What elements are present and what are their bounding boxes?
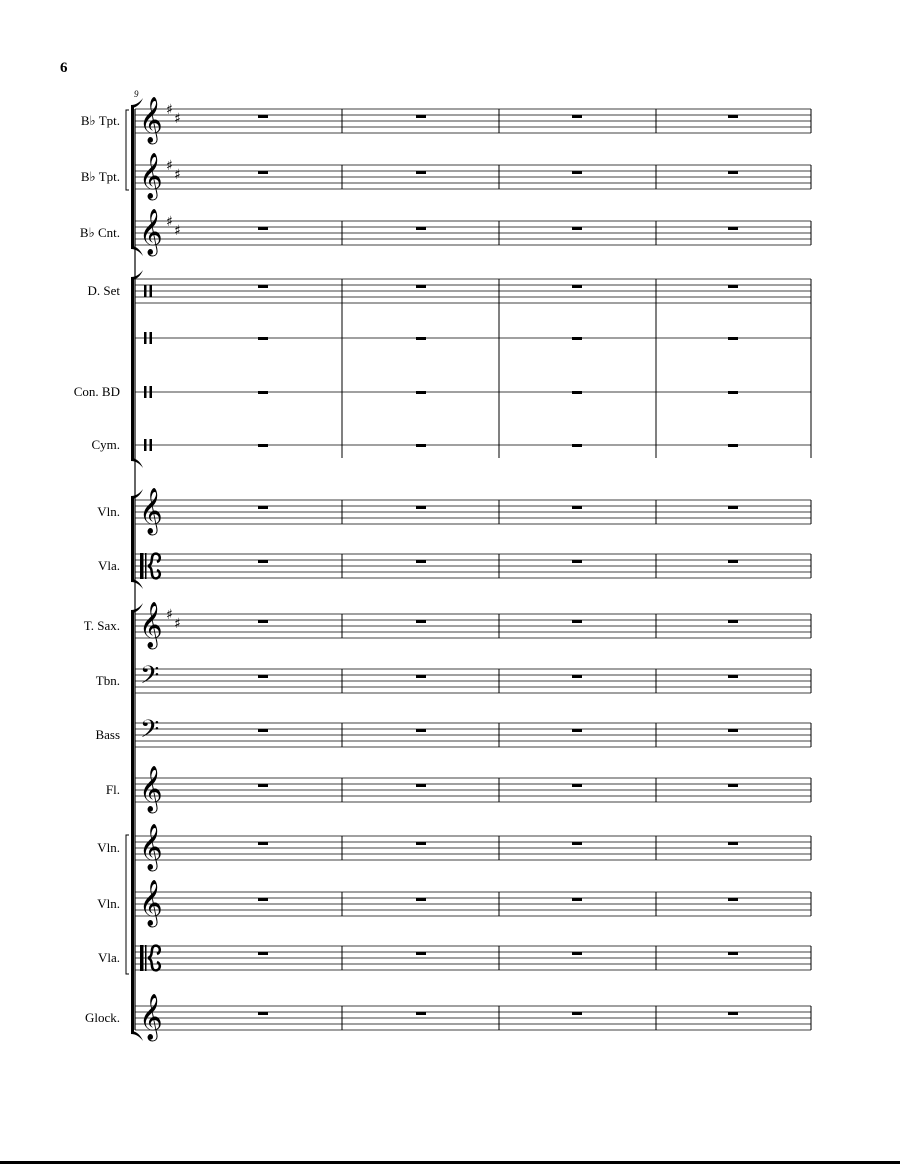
whole-rest bbox=[728, 444, 738, 447]
percussion-clef-bar bbox=[150, 285, 153, 297]
treble-clef-icon: 𝄞 bbox=[139, 766, 163, 812]
whole-rest bbox=[416, 227, 426, 230]
alto-clef-bar bbox=[145, 553, 147, 579]
whole-rest bbox=[416, 560, 426, 563]
instrument-label: Vln. bbox=[97, 504, 120, 519]
whole-rest bbox=[728, 1012, 738, 1015]
treble-clef-icon: 𝄞 bbox=[139, 880, 163, 926]
whole-rest bbox=[416, 285, 426, 288]
whole-rest bbox=[572, 115, 582, 118]
system-bracket bbox=[131, 270, 143, 468]
percussion-clef-bar bbox=[150, 439, 153, 451]
whole-rest bbox=[258, 444, 268, 447]
bracket-hook bbox=[131, 458, 143, 468]
whole-rest bbox=[572, 391, 582, 394]
treble-clef-icon: 𝄞 bbox=[139, 824, 163, 870]
whole-rest bbox=[258, 391, 268, 394]
whole-rest bbox=[728, 898, 738, 901]
treble-clef-icon: 𝄞 bbox=[139, 97, 163, 143]
whole-rest bbox=[572, 842, 582, 845]
whole-rest bbox=[572, 1012, 582, 1015]
bracket-hook bbox=[131, 270, 143, 280]
staff-4 bbox=[88, 279, 812, 303]
whole-rest bbox=[258, 898, 268, 901]
whole-rest bbox=[416, 952, 426, 955]
whole-rest bbox=[258, 620, 268, 623]
whole-rest bbox=[728, 784, 738, 787]
instrument-label: B♭ Tpt. bbox=[80, 169, 120, 184]
sharp-icon: ♯ bbox=[174, 111, 181, 127]
whole-rest bbox=[258, 729, 268, 732]
whole-rest bbox=[572, 444, 582, 447]
staff-14 bbox=[97, 824, 811, 872]
whole-rest bbox=[728, 560, 738, 563]
whole-rest bbox=[728, 842, 738, 845]
whole-rest bbox=[572, 560, 582, 563]
percussion-clef-bar bbox=[150, 386, 153, 398]
instrument-label: Vln. bbox=[97, 896, 120, 911]
sharp-icon: ♯ bbox=[166, 158, 173, 174]
percussion-clef-bar bbox=[144, 332, 147, 344]
treble-clef-icon: 𝄞 bbox=[139, 488, 163, 534]
treble-clef-icon: 𝄞 bbox=[139, 602, 163, 648]
whole-rest bbox=[416, 620, 426, 623]
whole-rest bbox=[416, 675, 426, 678]
sharp-icon: ♯ bbox=[166, 102, 173, 118]
whole-rest bbox=[258, 560, 268, 563]
instrument-label: Vln. bbox=[97, 840, 120, 855]
instrument-label: D. Set bbox=[87, 283, 120, 298]
sharp-icon: ♯ bbox=[174, 616, 181, 632]
whole-rest bbox=[416, 784, 426, 787]
whole-rest bbox=[728, 115, 738, 118]
group-brace bbox=[126, 835, 129, 974]
whole-rest bbox=[572, 227, 582, 230]
whole-rest bbox=[258, 171, 268, 174]
whole-rest bbox=[728, 506, 738, 509]
staff-12 bbox=[95, 715, 811, 750]
alto-clef-bar bbox=[140, 945, 144, 971]
whole-rest bbox=[728, 620, 738, 623]
whole-rest bbox=[416, 391, 426, 394]
instrument-label: T. Sax. bbox=[83, 618, 120, 633]
whole-rest bbox=[258, 784, 268, 787]
whole-rest bbox=[728, 227, 738, 230]
instrument-label: Cym. bbox=[91, 437, 120, 452]
whole-rest bbox=[728, 337, 738, 340]
staff-2 bbox=[81, 153, 811, 201]
staff-8 bbox=[97, 488, 811, 536]
whole-rest bbox=[572, 675, 582, 678]
bracket-bar bbox=[131, 498, 134, 580]
staff-10 bbox=[84, 602, 811, 650]
whole-rest bbox=[258, 842, 268, 845]
whole-rest bbox=[258, 952, 268, 955]
instrument-label: Glock. bbox=[84, 1010, 120, 1025]
whole-rest bbox=[572, 506, 582, 509]
instrument-label: Tbn. bbox=[95, 673, 120, 688]
whole-rest bbox=[572, 729, 582, 732]
whole-rest bbox=[416, 506, 426, 509]
whole-rest bbox=[416, 1012, 426, 1015]
percussion-clef-bar bbox=[150, 332, 153, 344]
instrument-label: Fl. bbox=[105, 782, 120, 797]
whole-rest bbox=[416, 444, 426, 447]
bracket-hook bbox=[131, 579, 143, 589]
bass-clef-icon: 𝄢 bbox=[140, 661, 160, 696]
treble-clef-icon: 𝄞 bbox=[139, 153, 163, 199]
whole-rest bbox=[572, 952, 582, 955]
page-number: 6 bbox=[60, 60, 68, 76]
whole-rest bbox=[416, 898, 426, 901]
whole-rest bbox=[416, 729, 426, 732]
whole-rest bbox=[258, 337, 268, 340]
staff-9 bbox=[98, 553, 811, 579]
bass-clef-icon: 𝄢 bbox=[140, 715, 160, 750]
staff-1 bbox=[81, 97, 811, 145]
whole-rest bbox=[572, 171, 582, 174]
percussion-clef-bar bbox=[144, 439, 147, 451]
whole-rest bbox=[728, 391, 738, 394]
sharp-icon: ♯ bbox=[174, 223, 181, 239]
measure-number: 9 bbox=[134, 89, 139, 99]
staff-17 bbox=[85, 994, 811, 1042]
whole-rest bbox=[258, 227, 268, 230]
bracket-bar bbox=[131, 612, 134, 1032]
staff-15 bbox=[97, 880, 811, 928]
whole-rest bbox=[728, 285, 738, 288]
whole-rest bbox=[572, 337, 582, 340]
staff-6 bbox=[74, 384, 811, 399]
staff-7 bbox=[91, 437, 811, 452]
whole-rest bbox=[416, 115, 426, 118]
whole-rest bbox=[572, 784, 582, 787]
percussion-clef-bar bbox=[144, 386, 147, 398]
whole-rest bbox=[728, 171, 738, 174]
whole-rest bbox=[572, 620, 582, 623]
alto-clef-bar bbox=[145, 945, 147, 971]
whole-rest bbox=[728, 675, 738, 678]
staff-3 bbox=[80, 209, 811, 257]
whole-rest bbox=[728, 729, 738, 732]
whole-rest bbox=[258, 675, 268, 678]
whole-rest bbox=[572, 285, 582, 288]
alto-clef-bar bbox=[140, 553, 144, 579]
sharp-icon: ♯ bbox=[174, 167, 181, 183]
instrument-label: B♭ Cnt. bbox=[79, 225, 120, 240]
whole-rest bbox=[572, 898, 582, 901]
sharp-icon: ♯ bbox=[166, 607, 173, 623]
treble-clef-icon: 𝄞 bbox=[139, 209, 163, 255]
whole-rest bbox=[258, 285, 268, 288]
whole-rest bbox=[416, 337, 426, 340]
whole-rest bbox=[258, 115, 268, 118]
group-brace bbox=[126, 110, 129, 190]
instrument-label: Vla. bbox=[97, 950, 120, 965]
whole-rest bbox=[258, 506, 268, 509]
percussion-clef-bar bbox=[144, 285, 147, 297]
staff-16 bbox=[98, 945, 811, 971]
whole-rest bbox=[728, 952, 738, 955]
instrument-label: Con. BD bbox=[73, 384, 120, 399]
instrument-label: B♭ Tpt. bbox=[80, 113, 120, 128]
whole-rest bbox=[416, 171, 426, 174]
instrument-label: Bass bbox=[95, 727, 120, 742]
treble-clef-icon: 𝄞 bbox=[139, 994, 163, 1040]
instrument-label: Vla. bbox=[97, 558, 120, 573]
bracket-bar bbox=[131, 107, 134, 247]
staff-11 bbox=[96, 661, 811, 696]
whole-rest bbox=[416, 842, 426, 845]
sharp-icon: ♯ bbox=[166, 214, 173, 230]
whole-rest bbox=[258, 1012, 268, 1015]
bracket-bar bbox=[131, 279, 134, 459]
staff-13 bbox=[106, 766, 811, 814]
staff-5 bbox=[135, 332, 811, 344]
